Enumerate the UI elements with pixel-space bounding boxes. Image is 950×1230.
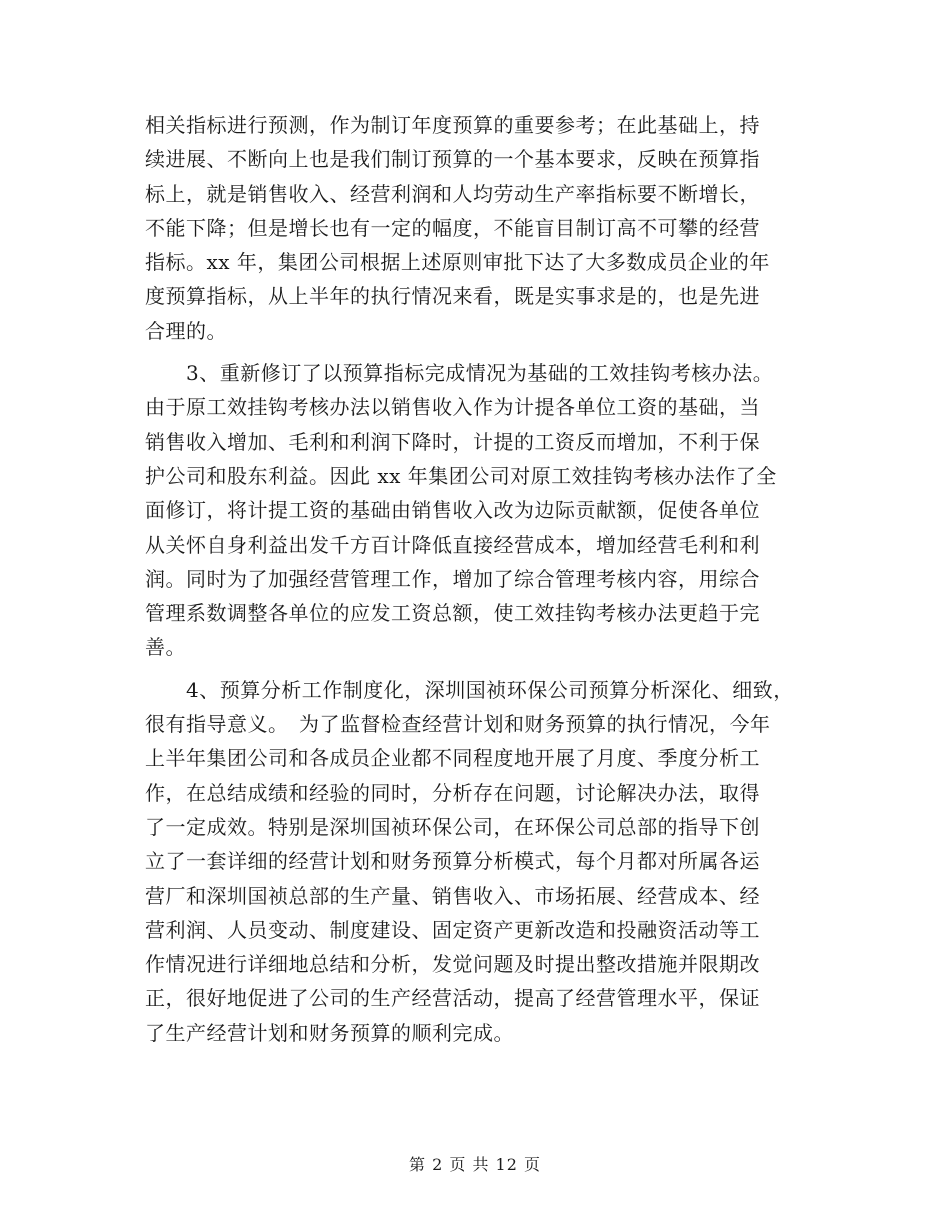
text-line: 度预算指标，从上半年的执行情况来看，既是实事求是的，也是先进 (145, 284, 760, 309)
text-line: 营利润、人员变动、制度建设、固定资产更新改造和投融资活动等工 (145, 917, 760, 942)
text-line: 合理的。 (145, 318, 227, 343)
text-line: 很有指导意义。 为了监督检查经营计划和财务预算的执行情况，今年 (145, 712, 771, 737)
text-line: 上半年集团公司和各成员企业都不同程度地开展了月度、季度分析工 (145, 746, 760, 771)
text-line: 续进展、不断向上也是我们制订预算的一个基本要求，反映在预算指 (145, 147, 760, 172)
text-line: 不能下降；但是增长也有一定的幅度，不能盲目制订高不可攀的经营 (145, 215, 760, 240)
paragraph-item-3 (145, 356, 835, 665)
paragraph-gap (145, 665, 835, 673)
text-line: 从关怀自身利益出发千方百计降低直接经营成本，增加经营毛利和利 (145, 532, 760, 557)
text-line: 面修订，将计提工资的基础由销售收入改为边际贡献额，促使各单位 (145, 498, 760, 523)
text-line: 3、重新修订了以预算指标完成情况为基础的工效挂钩考核办法。 (145, 361, 774, 386)
text-line: 销售收入增加、毛利和利润下降时，计提的工资反而增加，不利于保 (145, 429, 760, 454)
text-line: 润。同时为了加强经营管理工作，增加了综合管理考核内容，用综合 (145, 566, 760, 591)
text-line: 了一定成效。特别是深圳国祯环保公司，在环保公司总部的指导下创 (145, 814, 760, 839)
text-line: 指标。xx 年，集团公司根据上述原则审批下达了大多数成员企业的年 (145, 250, 770, 275)
text-line: 作情况进行详细地总结和分析，发觉问题及时提出整改措施并限期改 (145, 952, 760, 977)
text-line: 由于原工效挂钩考核办法以销售收入作为计提各单位工资的基础，当 (145, 395, 760, 420)
page-number-footer: 第 2 页 共 12 页 (409, 1155, 541, 1174)
text-line: 管理系数调整各单位的应发工资总额，使工效挂钩考核办法更趋于完 (145, 601, 760, 626)
text-line: 善。 (145, 635, 186, 660)
text-line: 4、预算分析工作制度化，深圳国祯环保公司预算分析深化、细致， (145, 677, 794, 702)
paragraph-gap (145, 348, 835, 356)
document-body (145, 108, 835, 1050)
text-line: 标上，就是销售收入、经营利润和人均劳动生产率指标要不断增长， (145, 181, 760, 206)
text-line: 相关指标进行预测，作为制订年度预算的重要参考；在此基础上，持 (145, 113, 760, 137)
paragraph-item-4 (145, 673, 835, 1050)
text-line: 护公司和股东利益。因此 xx 年集团公司对原工效挂钩考核办法作了全 (145, 463, 777, 488)
text-line: 了生产经营计划和财务预算的顺利完成。 (145, 1020, 514, 1045)
text-line: 立了一套详细的经营计划和财务预算分析模式，每个月都对所属各运 (145, 849, 760, 874)
text-line: 营厂和深圳国祯总部的生产量、销售收入、市场拓展、经营成本、经 (145, 883, 760, 908)
text-line: 正，很好地促进了公司的生产经营活动，提高了经营管理水平，保证 (145, 986, 760, 1011)
paragraph-budget-indicators (145, 108, 835, 348)
text-line: 作，在总结成绩和经验的同时，分析存在问题，讨论解决办法，取得 (145, 780, 760, 805)
